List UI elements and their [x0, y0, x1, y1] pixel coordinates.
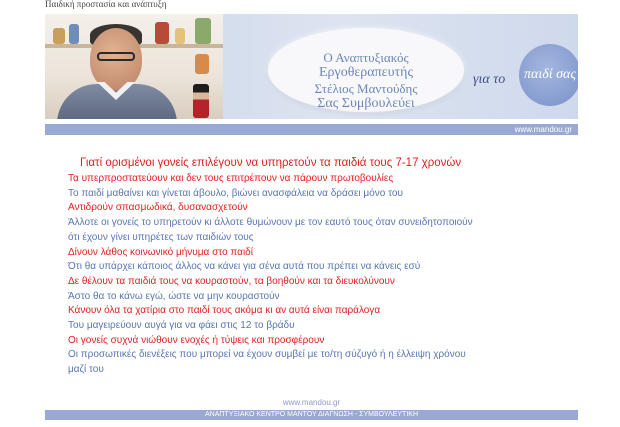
- tagline-circle-text: παιδί σας: [523, 67, 577, 82]
- content-line: Οι γονείς συχνά νιώθουν ενοχές ή τύψεις και προσφέρουν: [68, 334, 325, 346]
- title-line-3: Στέλιος Μαντούδης: [314, 81, 418, 96]
- content-line: Άλλοτε οι γονείς το υπηρετούν κι άλλοτε θυμώνουν με τον εαυτό τους όταν συνειδητοποιούν: [68, 217, 473, 229]
- author-photo: [45, 14, 223, 119]
- header-url-bar: [45, 124, 578, 135]
- content-line: Τα υπερπροστατεύουν και δεν τους επιτρέπουν να πάρουν πρωτοβουλίες: [68, 173, 394, 184]
- tagline-circle: [519, 44, 578, 106]
- header-url[interactable]: www.mandou.gr: [514, 125, 572, 134]
- content-line: Άστο θα το κάνω εγώ, ώστε να μην κουραστούν: [68, 290, 280, 302]
- content-line: Οι προσωπικές διενέξεις που μπορεί να έχουν συμβεί με το/τη σύζυγό ή η έλλειψη χρόνου: [68, 349, 466, 361]
- content-line: Ότι θα υπάρχει κάποιος άλλος να κάνει για σένα αυτά που πρέπει να κάνεις εσύ: [68, 261, 421, 273]
- content-line: Δε θέλουν τα παιδιά τους να κουραστούν, τα βοηθούν και τα διευκολύνουν: [68, 275, 395, 287]
- content-line: Δίνουν λάθος κοινωνικό μήνυμα στο παιδί: [68, 246, 253, 258]
- nutcracker-figure: [193, 84, 209, 118]
- content-line: Κάνουν όλα τα χατίρια στο παιδί τους ακόμα κι αν αυτά είναι παράλογα: [68, 305, 381, 317]
- footer-url[interactable]: www.mandou.gr: [282, 398, 341, 407]
- footer-bar-text: ΑΝΑΠΤΥΞΙΑΚΟ ΚΕΝΤΡΟ ΜΑΝΤΟΥ ΔΙΑΓΝΩΣΗ - ΣΥΜΒΟΥΛΕΥΤΙΚΗ: [204, 411, 418, 418]
- header-banner: [45, 14, 578, 119]
- title-line-1: Ο Αναπτυξιακός: [323, 50, 409, 65]
- content-line: Το παιδί μαθαίνει και γίνεται άβουλο, βιώνει ανασφάλεια να δράσει μόνο του: [68, 187, 403, 199]
- content-line: μαζί του: [68, 364, 104, 376]
- content-line: ότι έχουν γίνει υπηρέτες των παιδιών τους: [68, 231, 254, 243]
- content-line: Του μαγειρεύουν αυγά για να φάει στις 12 το βράδυ: [68, 320, 295, 331]
- footer-bar: [45, 410, 578, 420]
- title-line-2: Εργοθεραπευτής: [318, 65, 413, 80]
- title-line-4: Σας Συμβουλεύει: [317, 96, 415, 111]
- tagline-prefix: για το: [473, 72, 506, 87]
- content-heading: Γιατί ορισμένοι γονείς επιλέγουν να υπηρετούν τα παιδιά τους 7-17 χρονών: [80, 157, 462, 169]
- title-oval: [268, 28, 464, 112]
- top-clipped-text: Παιδική προστασία και ανάπτυξη: [45, 0, 167, 9]
- content-line: Αντιδρούν σπασμωδικά, δυσανασχετούν: [68, 202, 248, 214]
